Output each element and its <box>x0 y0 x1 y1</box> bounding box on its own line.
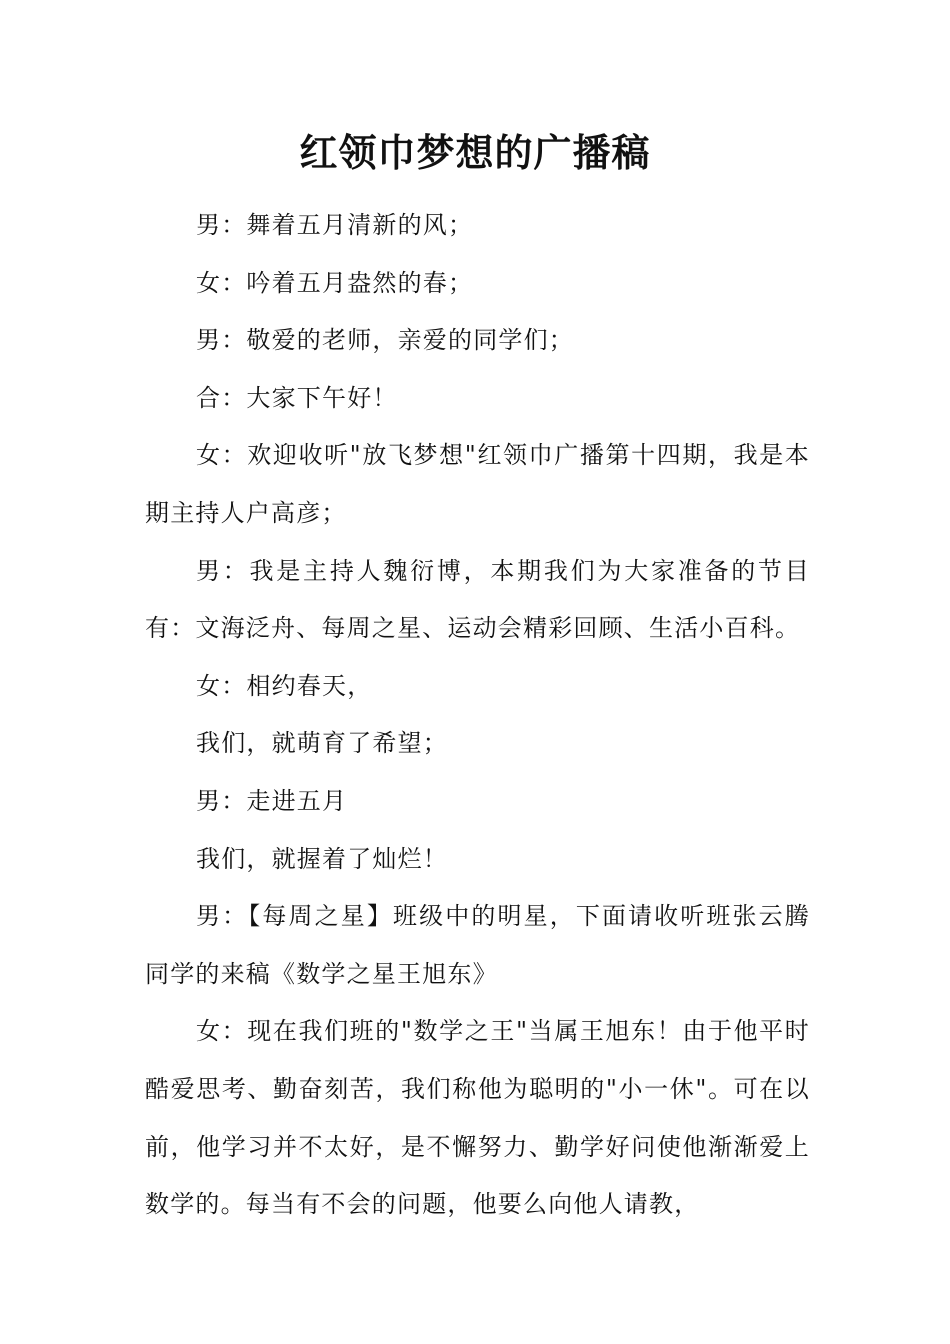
paragraph: 男：我是主持人魏衍博，本期我们为大家准备的节目有：文海泛舟、每周之星、运动会精彩回顾、生活小百科。 <box>145 556 810 643</box>
paragraph: 我们，就萌育了希望； <box>196 729 448 758</box>
document-body <box>145 197 810 1234</box>
paragraph: 男：舞着五月清新的风； <box>196 211 474 239</box>
document-title: 红领巾梦想的广播稿 <box>299 131 651 175</box>
paragraph: 我们，就握着了灿烂！ <box>196 844 448 873</box>
paragraph: 女：相约春天， <box>196 671 373 700</box>
paragraph: 女：吟着五月盎然的春； <box>196 268 474 297</box>
paragraph: 女：现在我们班的"数学之王"当属王旭东！由于他平时酷爱思考、勤奋刻苦，我们称他为聪明的"小一休"。可在以前，他学习并不太好，是不懈努力、勤学好问使他渐渐爱上数学的。每当有不会的问题，他要么向他人请教， <box>145 1017 810 1219</box>
paragraph: 合：大家下午好！ <box>196 383 398 412</box>
paragraph: 男：走进五月 <box>196 786 348 815</box>
paragraph: 男：【每周之星】班级中的明星，下面请收听班张云腾同学的来稿《数学之星王旭东》 <box>145 902 810 988</box>
paragraph: 男：敬爱的老师，亲爱的同学们； <box>196 326 574 355</box>
paragraph: 女：欢迎收听"放飞梦想"红领巾广播第十四期，我是本期主持人户高彦； <box>145 441 810 527</box>
